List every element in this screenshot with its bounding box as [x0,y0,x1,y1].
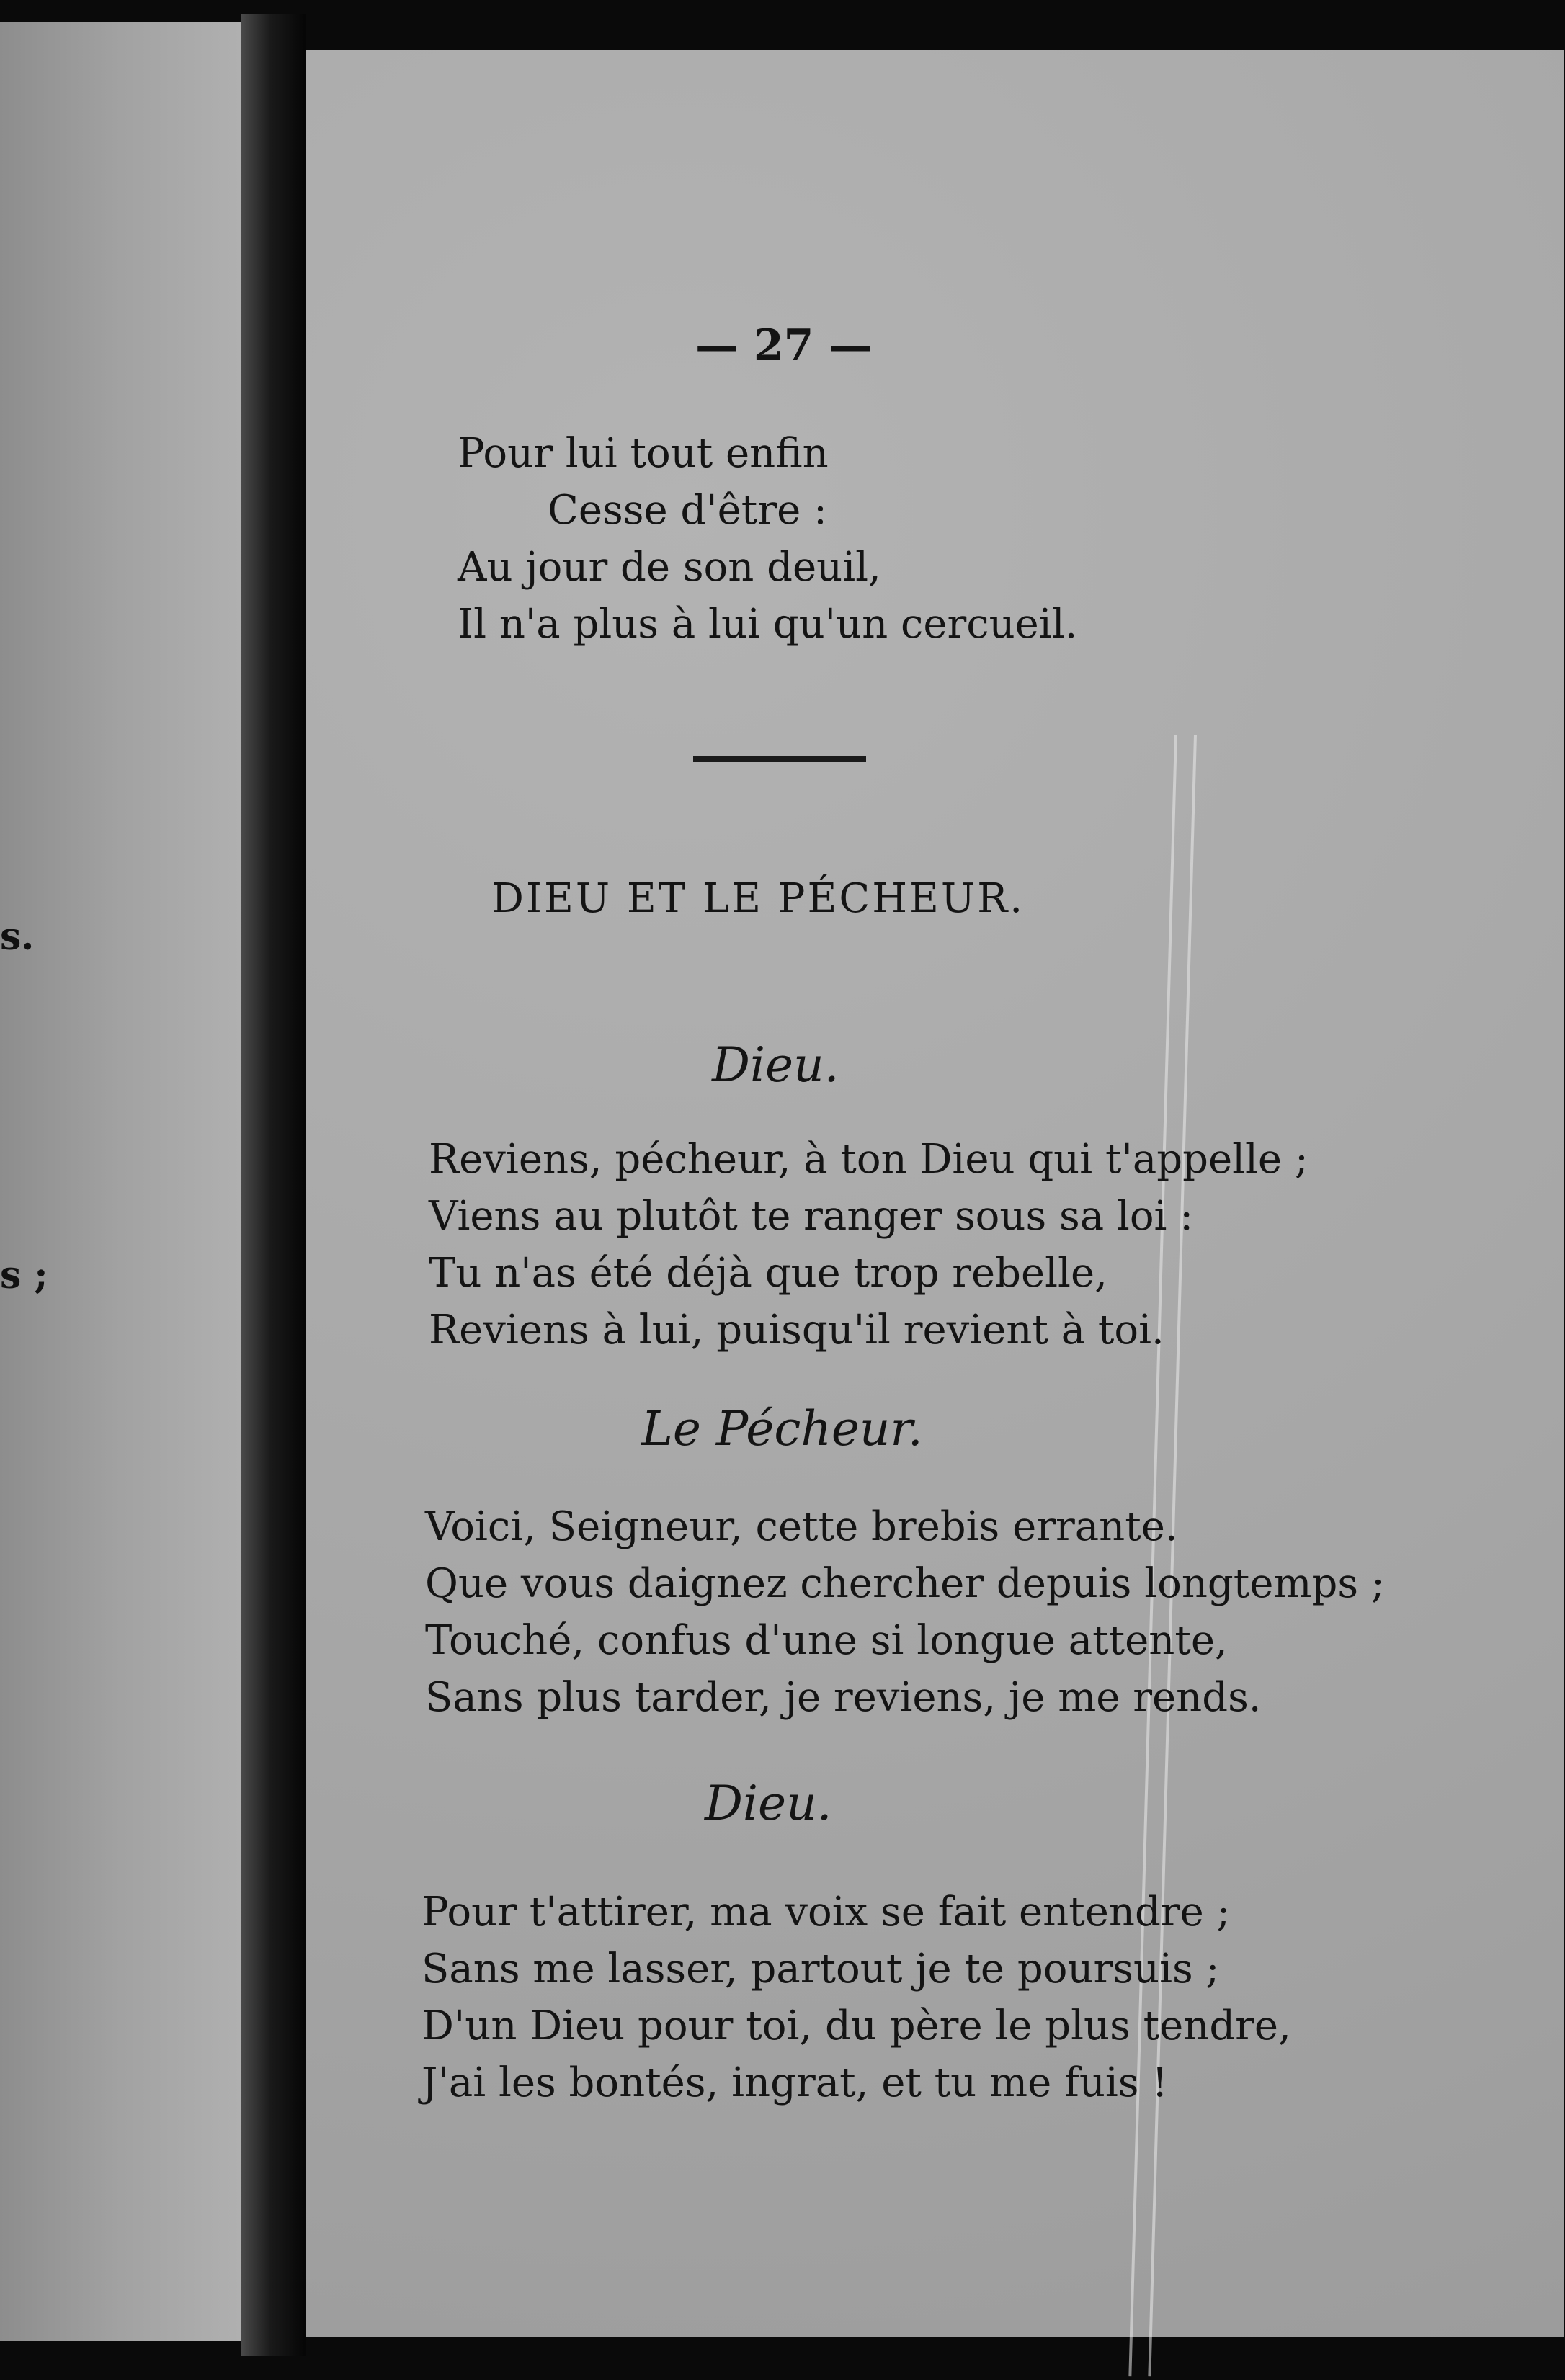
verse-line: Pour lui tout enfin [458,430,829,477]
speaker-heading: Dieu. [705,1776,832,1831]
previous-page-edge [0,22,241,2341]
previous-page-fragment: s ; [0,1253,48,1297]
speaker-heading: Le Pécheur. [641,1401,923,1457]
verse-line: Au jour de son deuil, [458,544,881,591]
verse-line: Sans plus tarder, je reviens, je me rends. [425,1674,1262,1721]
stanza [422,1884,1291,2111]
stanza [425,1498,1385,1726]
book-gutter [241,14,306,2356]
verse-line: Que vous daignez chercher depuis longtemps ; [425,1560,1385,1607]
section-divider [693,756,866,762]
speaker-heading: Dieu. [712,1037,839,1093]
verse-line: Voici, Seigneur, cette brebis errante. [425,1503,1178,1550]
verse-line: Reviens à lui, puisqu'il revient à toi. [429,1307,1164,1354]
verse-line: D'un Dieu pour toi, du père le plus tendre, [422,2003,1291,2049]
verse-line: Viens au plutôt te ranger sous sa loi : [429,1193,1194,1240]
previous-page-fragment: s. [0,915,35,959]
verse-line: Reviens, pécheur, à ton Dieu qui t'appelle ; [429,1136,1308,1183]
verse-line: Touché, confus d'une si longue attente, [425,1617,1228,1664]
verse-line: Tu n'as été déjà que trop rebelle, [429,1250,1107,1297]
stanza [429,1131,1308,1359]
opening-stanza [458,425,1077,653]
verse-line: Cesse d'être : [548,487,827,534]
page-number: — 27 — [695,321,873,371]
verse-line: Sans me lasser, partout je te poursuis ; [422,1946,1220,1992]
verse-line: Il n'a plus à lui qu'un cercueil. [458,601,1078,648]
verse-line: J'ai les bontés, ingrat, et tu me fuis ! [422,2059,1168,2106]
book-page [306,50,1564,2338]
poem-title: DIEU ET LE PÉCHEUR. [491,875,1025,922]
verse-line: Pour t'attirer, ma voix se fait entendre ; [422,1889,1231,1936]
